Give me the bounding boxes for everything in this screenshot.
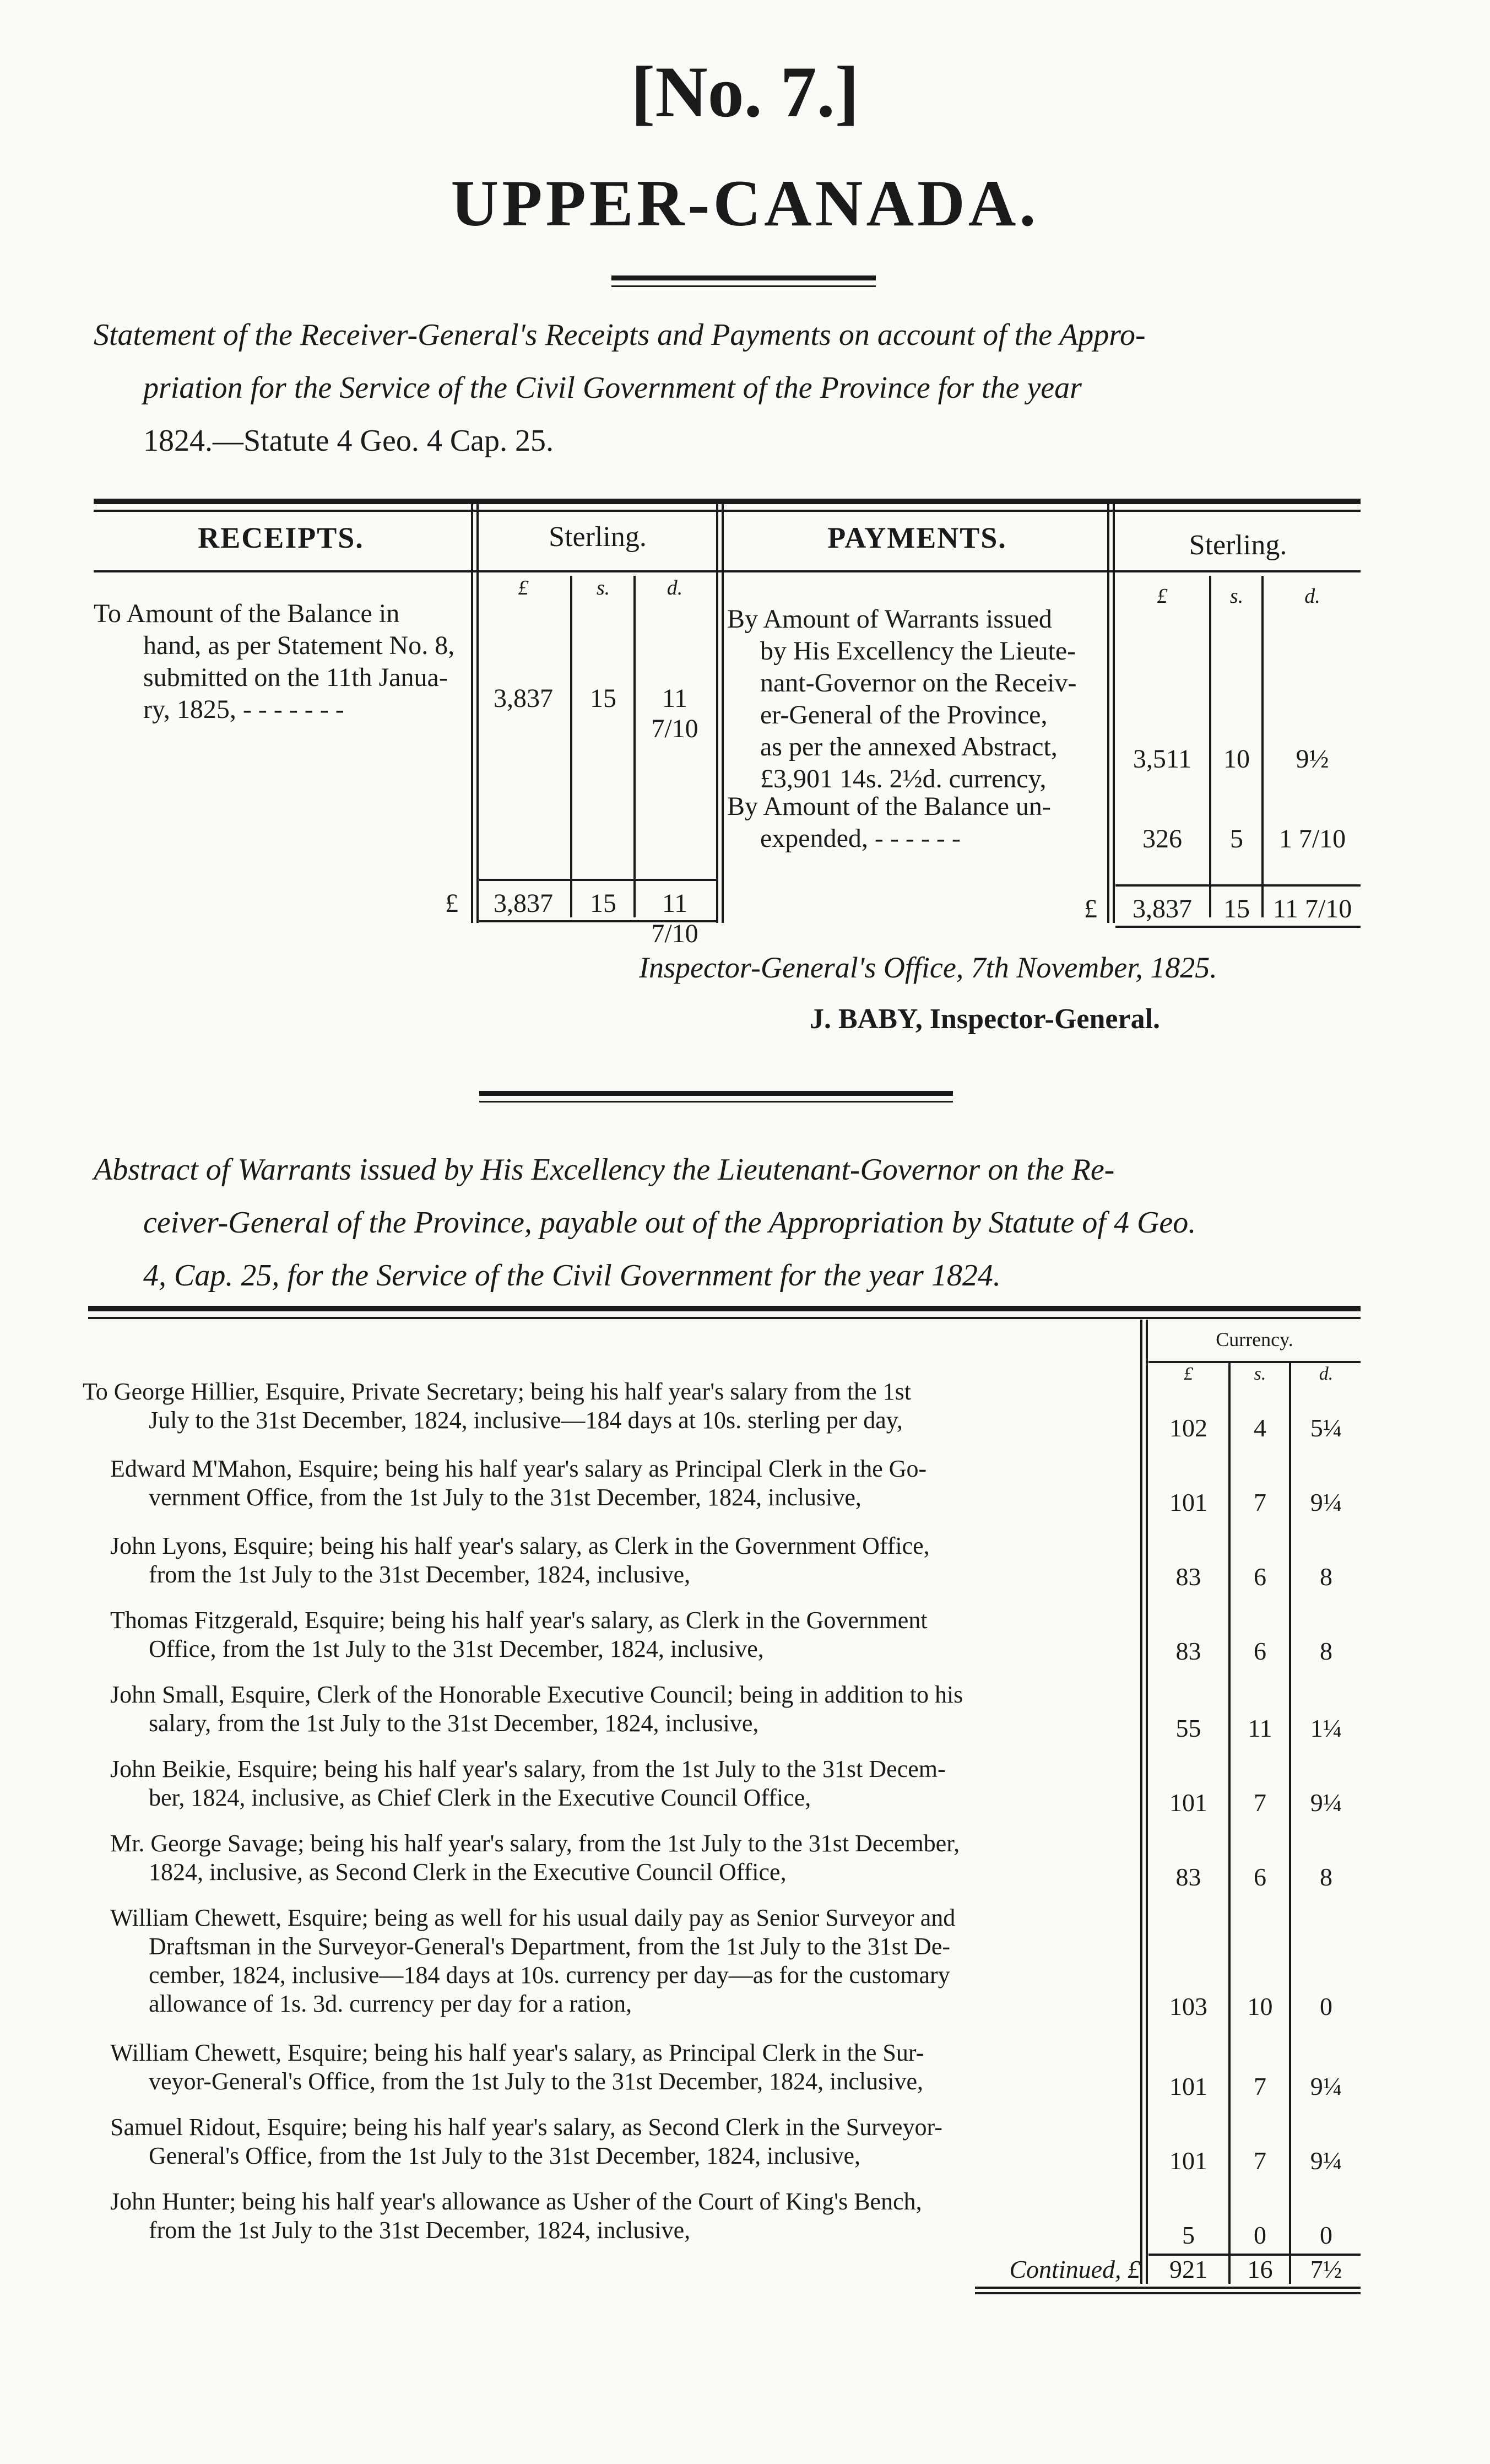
continued-shillings: 16	[1247, 2255, 1273, 2283]
abstract-entry	[83, 2113, 1129, 2170]
entry-shillings: 7	[1254, 1488, 1266, 1516]
table-header-rule	[94, 570, 1361, 572]
payment2-pence: 1 7/10	[1278, 824, 1346, 853]
payment1-pence: 9½	[1296, 744, 1329, 774]
statement-intro-line: 1824.—Statute 4 Geo. 4 Cap. 25.	[143, 424, 554, 458]
continued-underline	[975, 2292, 1361, 2294]
entry-pounds: 103	[1169, 1992, 1207, 2020]
entry-line: Mr. George Savage; being his half year's salary, from the 1st July to the 31st December,	[110, 1830, 960, 1857]
entry-pounds: 83	[1175, 1563, 1201, 1591]
entry-line: Edward M'Mahon, Esquire; being his half year's salary as Principal Clerk in the Go-	[110, 1455, 927, 1482]
currency-column-divider	[1228, 1361, 1231, 2284]
column-divider	[633, 576, 636, 917]
entry-shillings: 0	[1254, 2221, 1266, 2249]
entry-line: allowance of 1s. 3d. currency per day for a ration,	[149, 1990, 632, 2017]
entry-pence: 9¼	[1310, 2147, 1342, 2175]
entry-shillings: 7	[1254, 1788, 1266, 1817]
payment1-shillings: 10	[1223, 744, 1250, 774]
payment-line: nant-Governor on the Receiv-	[760, 668, 1077, 698]
entry-pounds: 102	[1169, 1414, 1207, 1442]
receipt-pence: 11 7/10	[651, 684, 698, 743]
entry-pounds: 101	[1169, 2072, 1207, 2100]
abstract-entry	[83, 1755, 1129, 1812]
payment-line: By Amount of Warrants issued	[727, 604, 1052, 634]
abstract-intro-line: ceiver-General of the Province, payable out of the Appropriation by Statute of 4 Geo.	[143, 1206, 1196, 1240]
receipt-line: ry, 1825, - - - - - - -	[143, 695, 344, 724]
entry-line: John Lyons, Esquire; being his half year's salary, as Clerk in the Government Office,	[110, 1532, 930, 1559]
sterling-header: Sterling.	[549, 521, 647, 553]
payment-line: as per the annexed Abstract,	[760, 732, 1058, 761]
abstract-top-rule-thin	[88, 1317, 1361, 1319]
entry-pounds: 101	[1169, 1788, 1207, 1817]
unit-pence-label: d.	[667, 576, 683, 599]
receipt-line: To Amount of the Balance in	[94, 599, 400, 628]
entry-shillings: 11	[1248, 1714, 1272, 1742]
currency-header: Currency.	[1216, 1328, 1293, 1350]
payment-total-rule	[1115, 884, 1361, 887]
entry-line: July to the 31st December, 1824, inclusive—184 days at 10s. sterling per day,	[149, 1407, 903, 1434]
unit-shilling-label: s.	[1229, 585, 1244, 608]
entry-pence: 9¼	[1310, 1788, 1342, 1817]
receipt-line: submitted on the 11th Janua-	[143, 663, 448, 692]
column-divider	[1107, 504, 1115, 923]
abstract-intro-line: 4, Cap. 25, for the Service of the Civil Government for the year 1824.	[143, 1258, 1001, 1293]
entry-line: Draftsman in the Surveyor-General's Department, from the 1st July to the 31st De-	[149, 1933, 951, 1960]
payment-description	[727, 791, 1107, 855]
receipt-total-shillings: 15	[590, 889, 616, 918]
statement-intro-line: priation for the Service of the Civil Government of the Province for the year	[143, 371, 1082, 405]
document-number: [No. 7.]	[631, 51, 859, 132]
entry-line: General's Office, from the 1st July to the 31st December, 1824, inclusive,	[149, 2142, 861, 2169]
entry-line: To George Hillier, Esquire, Private Secretary; being his half year's salary from the 1st	[83, 1378, 911, 1405]
entry-pence: 0	[1320, 2221, 1332, 2249]
receipt-pounds: 3,837	[494, 684, 553, 713]
continued-underline	[975, 2287, 1361, 2289]
table-top-rule	[94, 499, 1361, 504]
entry-pence: 8	[1320, 1863, 1332, 1891]
payment-line: by His Excellency the Lieute-	[760, 636, 1076, 666]
province-title: UPPER-CANADA.	[451, 166, 1039, 240]
entry-line: from the 1st July to the 31st December, 1824, inclusive,	[149, 2217, 691, 2244]
entry-line: John Beikie, Esquire; being his half year's salary, from the 1st July to the 31st Decem-	[110, 1755, 946, 1782]
entry-shillings: 6	[1254, 1563, 1266, 1591]
unit-pound-label: £	[1184, 1364, 1193, 1384]
entry-line: John Hunter; being his half year's allowance as Usher of the Court of King's Bench,	[110, 2188, 922, 2215]
payment2-pounds: 326	[1142, 824, 1182, 853]
entry-line: cember, 1824, inclusive—184 days at 10s. currency per day—as for the customary	[149, 1962, 950, 1989]
abstract-entry	[83, 1904, 1129, 2018]
entry-pounds: 83	[1175, 1637, 1201, 1665]
column-divider	[1209, 576, 1211, 917]
statement-intro-line: Statement of the Receiver-General's Receipts and Payments on account of the Appro-	[94, 318, 1146, 352]
receipt-line: hand, as per Statement No. 8,	[143, 631, 455, 660]
payment-line: er-General of the Province,	[760, 700, 1048, 730]
payment-total-pence: 11 7/10	[1272, 894, 1352, 923]
payment-line: £3,901 14s. 2½d. currency,	[760, 764, 1047, 793]
currency-header-rule	[1148, 1361, 1361, 1363]
abstract-entry	[83, 1377, 1129, 1435]
receipt-total-pence: 11 7/10	[651, 889, 698, 948]
entry-line: Samuel Ridout, Esquire; being his half year's salary, as Second Clerk in the Surveyor-	[110, 2114, 942, 2141]
abstract-entry	[83, 1532, 1129, 1589]
receipts-header: RECEIPTS.	[198, 521, 364, 554]
currency-column-divider	[1140, 1320, 1148, 2284]
abstract-top-rule	[88, 1306, 1361, 1311]
entry-pence: 0	[1320, 1992, 1332, 2020]
entry-pounds: 101	[1169, 1488, 1207, 1516]
entry-line: 1824, inclusive, as Second Clerk in the Executive Council Office,	[149, 1858, 787, 1885]
receipt-total-pounds: 3,837	[494, 889, 553, 918]
sterling-header: Sterling.	[1189, 529, 1287, 561]
unit-pound-label: £	[1157, 585, 1168, 608]
payment-total-shillings: 15	[1223, 894, 1250, 923]
title-divider	[611, 275, 876, 287]
entry-pence: 8	[1320, 1563, 1332, 1591]
entry-line: vernment Office, from the 1st July to the 31st December, 1824, inclusive,	[149, 1484, 862, 1511]
continued-pounds: 921	[1169, 2255, 1207, 2283]
entry-shillings: 6	[1254, 1863, 1266, 1891]
abstract-entry	[83, 2039, 1129, 2096]
entry-pence: 5¼	[1310, 1414, 1342, 1442]
payment-description	[727, 603, 1107, 795]
payments-header: PAYMENTS.	[827, 521, 1007, 554]
entry-line: salary, from the 1st July to the 31st December, 1824, inclusive,	[149, 1710, 759, 1737]
abstract-entry	[83, 1455, 1129, 1512]
entry-line: John Small, Esquire, Clerk of the Honorable Executive Council; being in addition to his	[110, 1681, 963, 1708]
payment-total-prefix: £	[1084, 894, 1097, 923]
entry-shillings: 4	[1254, 1414, 1266, 1442]
table-top-rule-thin	[94, 510, 1361, 512]
abstract-entry	[83, 1606, 1129, 1663]
continued-label: Continued, £	[1009, 2255, 1140, 2283]
receipt-total-rule	[479, 879, 716, 881]
entry-pence: 9¼	[1310, 2072, 1342, 2100]
receipt-shillings: 15	[590, 684, 616, 713]
payment2-shillings: 5	[1230, 824, 1243, 853]
abstract-entry	[83, 1681, 1129, 1738]
office-date-line: Inspector-General's Office, 7th November, 1825.	[639, 951, 1217, 984]
entry-pence: 8	[1320, 1637, 1332, 1665]
entry-pounds: 83	[1175, 1863, 1201, 1891]
continued-pence: 7½	[1310, 2255, 1342, 2283]
entry-shillings: 7	[1254, 2072, 1266, 2100]
section-divider	[479, 1091, 953, 1103]
entry-line: veyor-General's Office, from the 1st July to the 31st December, 1824, inclusive,	[149, 2068, 923, 2095]
entry-pounds: 5	[1182, 2221, 1195, 2249]
abstract-entry	[83, 2187, 1129, 2245]
entry-line: William Chewett, Esquire; being as well for his usual daily pay as Senior Surveyor and	[110, 1904, 956, 1931]
payment-total-rule	[1115, 926, 1361, 928]
signature: J. BABY, Inspector-General.	[810, 1003, 1161, 1035]
entry-line: ber, 1824, inclusive, as Chief Clerk in the Executive Council Office,	[149, 1784, 811, 1811]
column-divider	[471, 504, 479, 923]
entry-pounds: 55	[1175, 1714, 1201, 1742]
entry-shillings: 6	[1254, 1637, 1266, 1665]
entry-pence: 9¼	[1310, 1488, 1342, 1516]
payment-line: expended, - - - - - -	[760, 824, 961, 853]
entry-pounds: 101	[1169, 2147, 1207, 2175]
statement-intro	[94, 309, 1361, 467]
abstract-intro-line: Abstract of Warrants issued by His Excellency the Lieutenant-Governor on the Re-	[94, 1153, 1115, 1187]
column-divider	[1261, 576, 1264, 917]
abstract-intro	[94, 1143, 1361, 1302]
payment1-pounds: 3,511	[1133, 744, 1192, 774]
payment-total-pounds: 3,837	[1133, 894, 1192, 923]
entry-line: from the 1st July to the 31st December, 1824, inclusive,	[149, 1561, 691, 1588]
receipt-total-prefix: £	[445, 889, 458, 918]
receipt-description	[94, 598, 468, 726]
entry-shillings: 7	[1254, 2147, 1266, 2175]
unit-pound-label: £	[518, 576, 529, 599]
entry-line: Thomas Fitzgerald, Esquire; being his half year's salary, as Clerk in the Government	[110, 1607, 928, 1634]
unit-shilling-label: s.	[1254, 1364, 1266, 1384]
unit-shilling-label: s.	[596, 576, 610, 599]
column-divider	[570, 576, 572, 917]
unit-pence-label: d.	[1319, 1364, 1334, 1384]
entry-line: William Chewett, Esquire; being his half year's salary, as Principal Clerk in the Sur-	[110, 2039, 924, 2066]
payment-line: By Amount of the Balance un-	[727, 792, 1051, 821]
entry-line: Office, from the 1st July to the 31st December, 1824, inclusive,	[149, 1635, 764, 1662]
entry-pence: 1¼	[1310, 1714, 1342, 1742]
unit-pence-label: d.	[1304, 585, 1320, 608]
column-divider	[716, 504, 724, 923]
entry-shillings: 10	[1247, 1992, 1273, 2020]
abstract-entry	[83, 1829, 1129, 1887]
currency-column-divider	[1289, 1361, 1291, 2284]
